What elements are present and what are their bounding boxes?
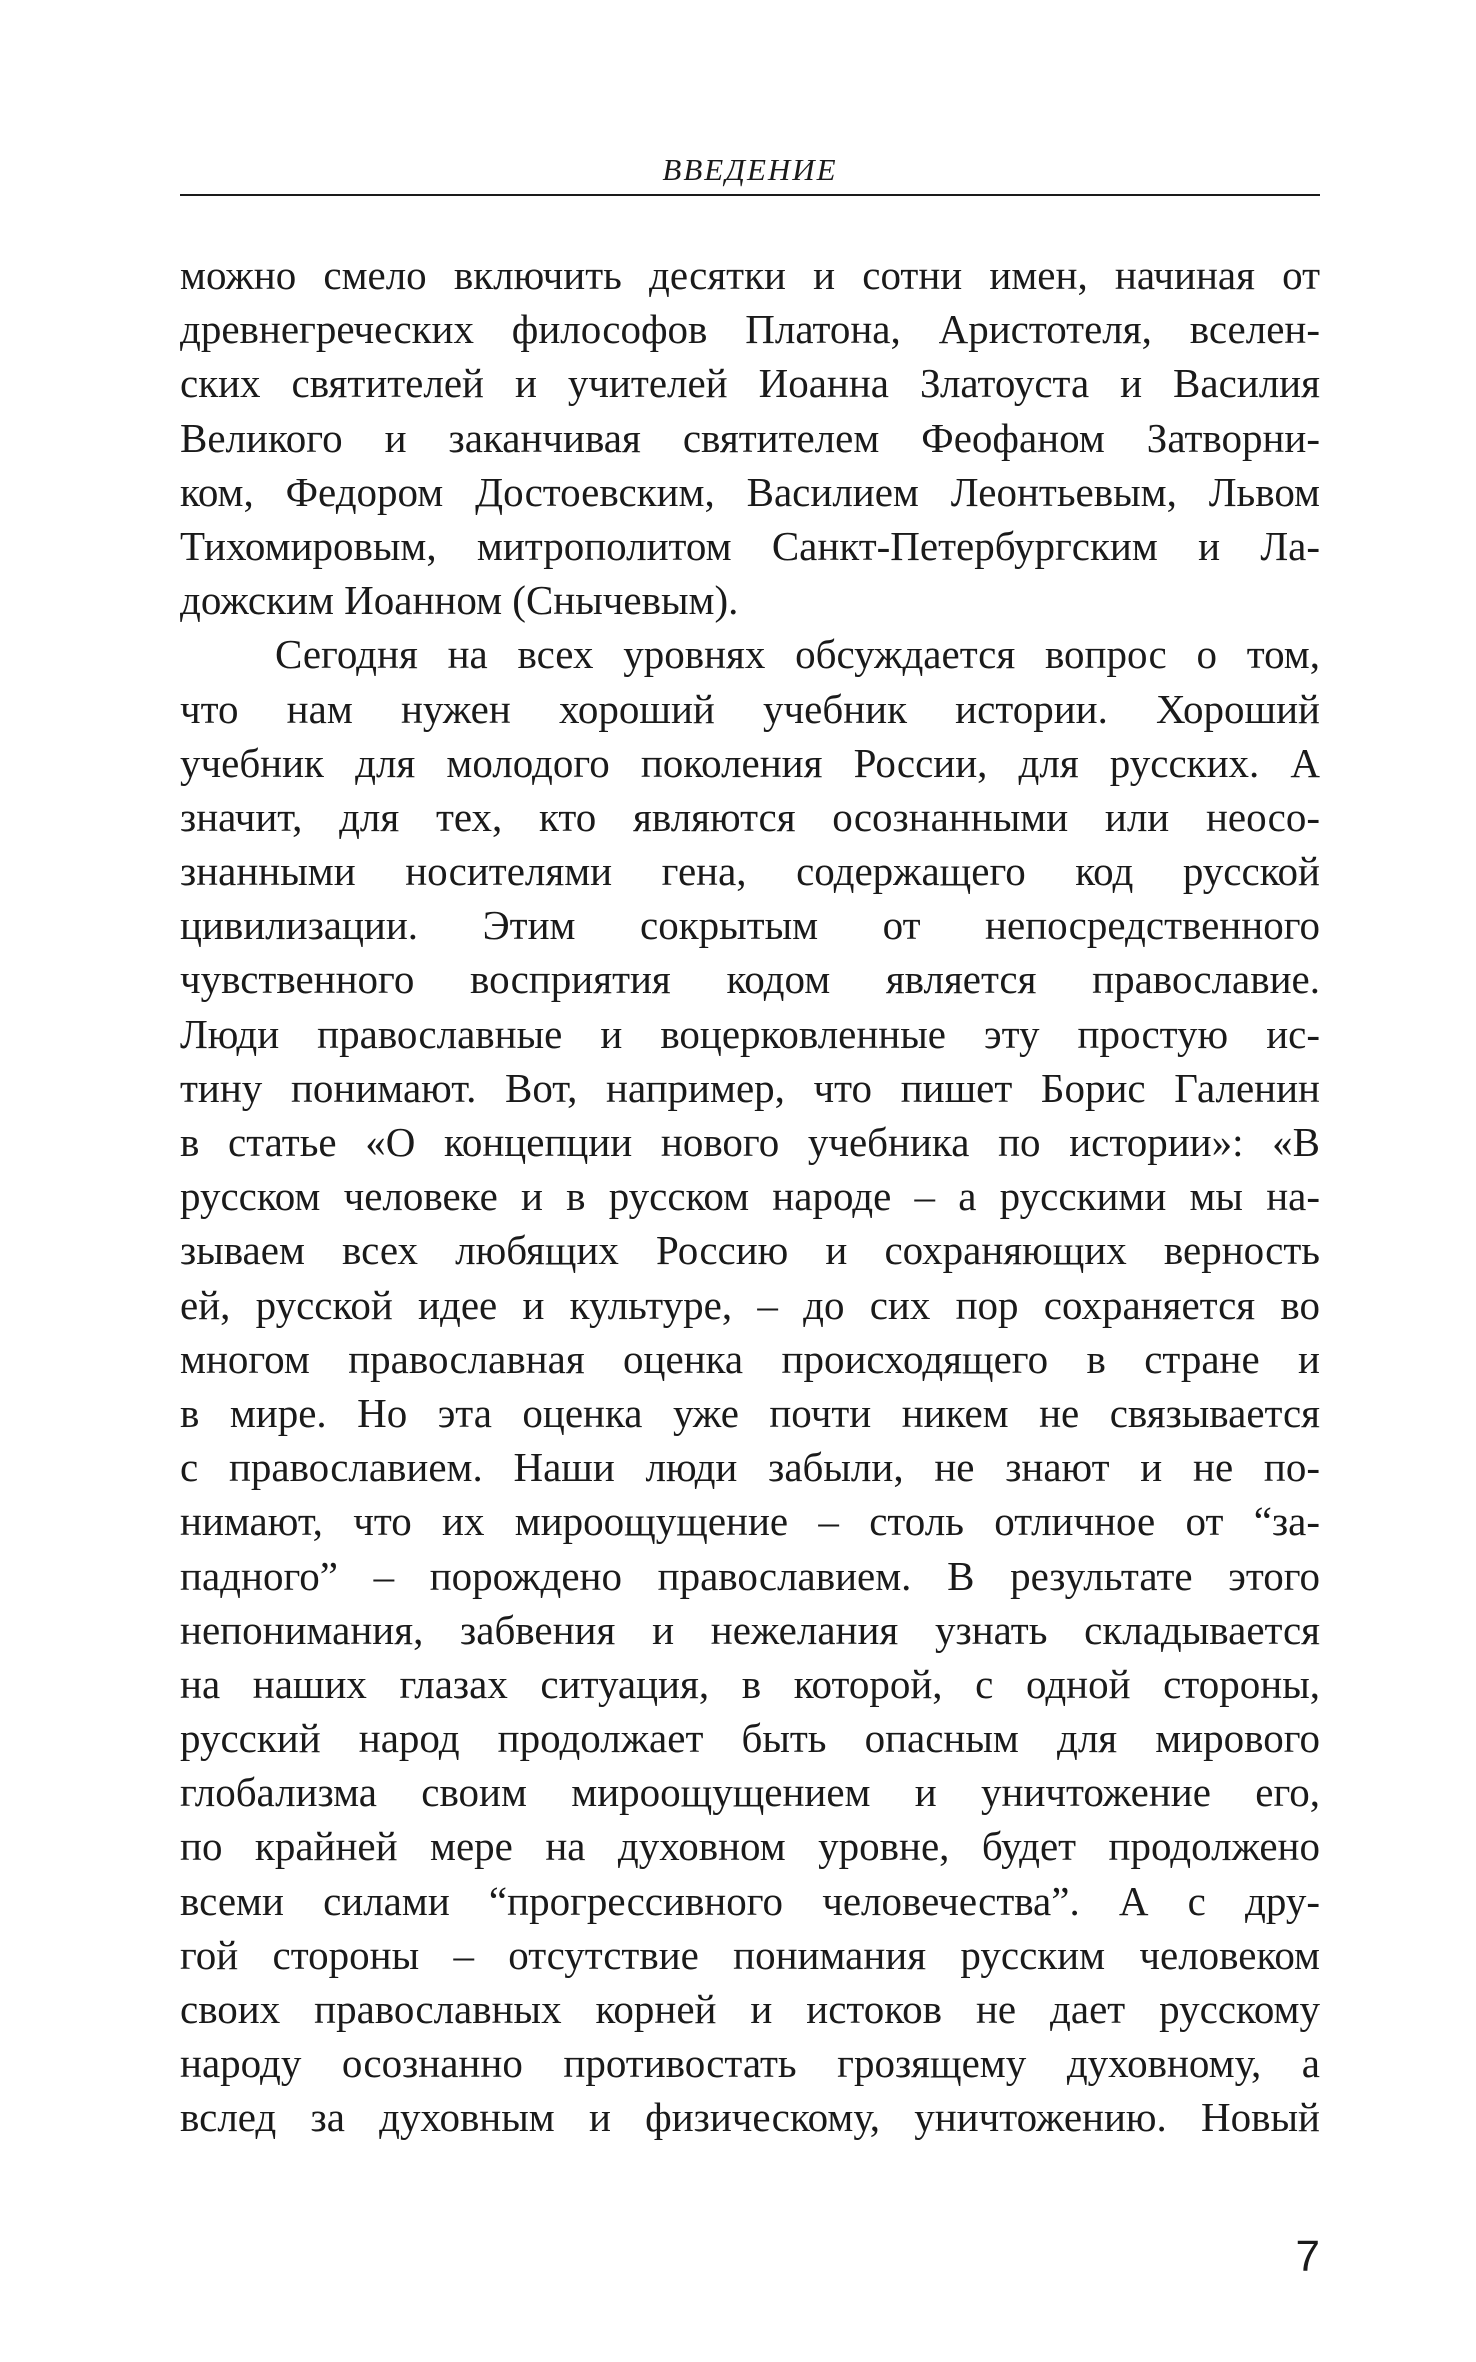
text-line: ком, Федором Достоевским, Василием Леонтьевым, Львом [180,468,1320,515]
text-line: древнегреческих философов Платона, Аристотеля, вселен- [180,306,1320,353]
text-line: что нам нужен хороший учебник истории. Хороший [180,685,1320,732]
text-line: своих православных корней и истоков не дает русскому [180,1986,1320,2032]
text-line: всеми силами “прогрессивного человечества”. А с дру- [180,1877,1320,1924]
paragraph-first-line: Сегодня на всех уровнях обсуждается вопрос о том, [275,631,1320,678]
text-line: падного” – порождено православием. В результате этого [180,1552,1320,1599]
text-line: на наших глазах ситуация, в которой, с одной стороны, [180,1660,1320,1707]
text-line: Великого и заканчивая святителем Феофаном Затворни- [180,414,1320,461]
text-line: в статье «О концепции нового учебника по истории»: «В [180,1119,1320,1165]
paragraph-end-line: дожским Иоанном (Снычевым). [180,577,739,624]
text-line: Тихомировым, митрополитом Санкт-Петербургским и Ла- [180,522,1320,569]
text-line: с православием. Наши люди забыли, не знают и не по- [180,1444,1320,1491]
text-line: можно смело включить десятки и сотни имен, начиная от [180,252,1320,298]
text-line: значит, для тех, кто являются осознанными или неосо- [180,793,1320,840]
header-rule [180,194,1320,196]
text-line: чувственного восприятия кодом является православие. [180,956,1320,1003]
text-line: русском человеке и в русском народе – а русскими мы на- [180,1173,1320,1220]
text-line: в мире. Но эта оценка уже почти никем не связывается [180,1389,1320,1436]
text-line: глобализма своим мироощущением и уничтожение его, [180,1769,1320,1816]
text-line: тину понимают. Вот, например, что пишет Борис Галенин [180,1064,1320,1111]
text-line: ских святителей и учителей Иоанна Златоуста и Василия [180,360,1320,407]
text-line: русский народ продолжает быть опасным для мирового [180,1715,1320,1762]
text-line: многом православная оценка происходящего в стране и [180,1335,1320,1382]
text-line: по крайней мере на духовном уровне, будет продолжено [180,1823,1320,1870]
body-text [180,248,1320,2145]
text-line: учебник для молодого поколения России, для русских. А [180,739,1320,786]
page-number: 7 [1295,2232,1320,2281]
text-line: нимают, что их мироощущение – столь отличное от “за- [180,1498,1320,1545]
text-line: гой стороны – отсутствие понимания русским человеком [180,1931,1320,1978]
running-head-title: ВВЕДЕНИЕ [662,152,838,187]
text-line: ей, русской идее и культуре, – до сих пор сохраняется во [180,1281,1320,1328]
text-line: знанными носителями гена, содержащего код русской [180,848,1320,895]
text-line: Люди православные и воцерковленные эту простую ис- [180,1010,1320,1057]
text-line: вслед за духовным и физическому, уничтожению. Новый [180,2094,1320,2141]
text-line: зываем всех любящих Россию и сохраняющих верность [180,1227,1320,1274]
text-line: цивилизации. Этим сокрытым от непосредственного [180,902,1320,949]
text-line: народу осознанно противостать грозящему духовному, а [180,2040,1320,2087]
text-line: непонимания, забвения и нежелания узнать складывается [180,1606,1320,1653]
